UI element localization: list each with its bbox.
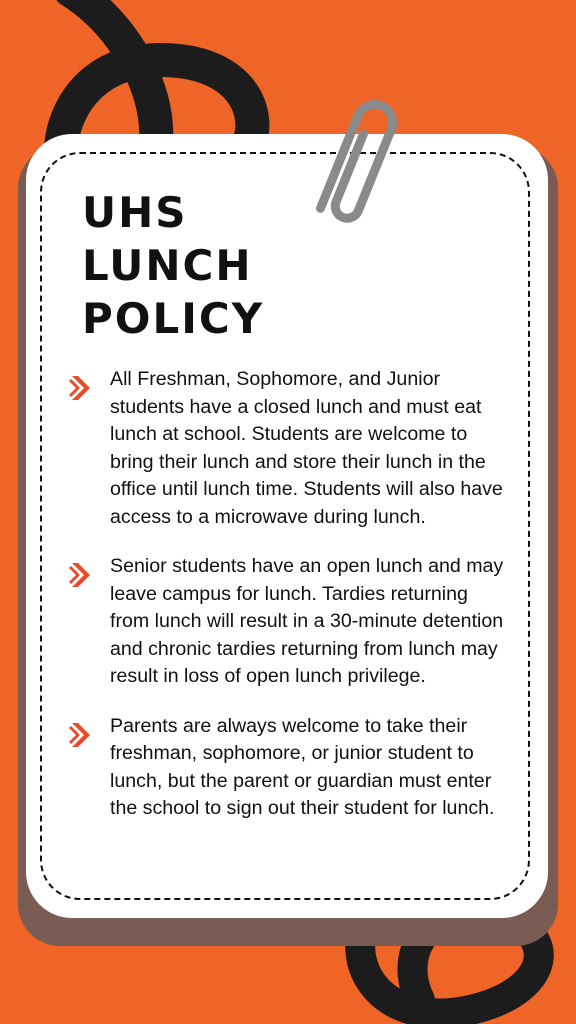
title-line: UHS bbox=[82, 188, 188, 237]
chevron-bullet-icon bbox=[68, 720, 94, 750]
title-line: POLICY bbox=[82, 294, 265, 343]
list-item bbox=[68, 366, 508, 531]
chevron-bullet-icon bbox=[68, 560, 94, 590]
list-item bbox=[68, 553, 508, 691]
list-item-text: Senior students have an open lunch and may leave campus for lunch. Tardies returning from lunch will result in a 30-minute detention and chronic tardies returning from lunch may result in loss of open lunch privilege. bbox=[110, 555, 504, 687]
list-item-text: Parents are always welcome to take their freshman, sophomore, or junior student to lunch, but the parent or guardian must enter the school to sign out their student for lunch. bbox=[110, 714, 495, 819]
list-item-text: All Freshman, Sophomore, and Junior students have a closed lunch and must eat lunch at school. Students are welcome to bring their lunch and store their lunch in the office until lunch time. Students will also have access to a microwave during lunch. bbox=[110, 368, 503, 528]
list-item bbox=[68, 713, 508, 823]
policy-list bbox=[68, 366, 508, 845]
page-title bbox=[82, 186, 264, 345]
paperclip-icon bbox=[300, 88, 410, 238]
title-line: LUNCH bbox=[82, 241, 253, 290]
chevron-bullet-icon bbox=[68, 373, 94, 403]
